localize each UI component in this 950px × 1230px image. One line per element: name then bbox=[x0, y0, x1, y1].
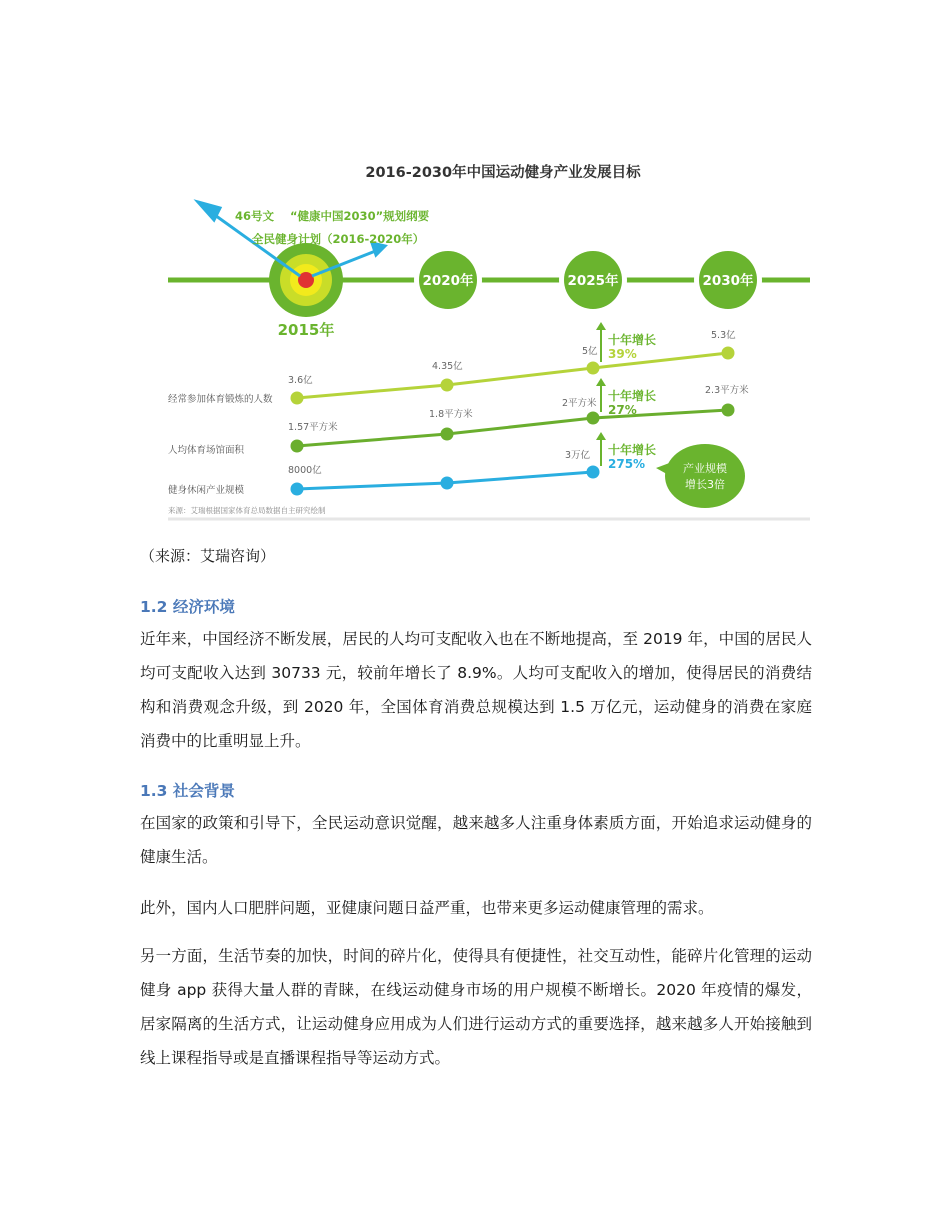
label-venue-2025: 2平方米 bbox=[562, 398, 597, 409]
milestone-2025 bbox=[559, 246, 627, 314]
figure-title: 2016-2030年中国运动健身产业发展目标 bbox=[365, 165, 641, 181]
milestone-2020 bbox=[414, 246, 482, 314]
svg-text:产业规模: 产业规模 bbox=[683, 462, 727, 475]
svg-text:十年增长: 十年增长 bbox=[608, 443, 657, 457]
label-venue-2020: 1.8平方米 bbox=[429, 409, 473, 420]
point-industry-2020 bbox=[441, 477, 454, 490]
series-name-industry: 健身休闲产业规模 bbox=[168, 485, 245, 496]
label-venue-2015: 1.57平方米 bbox=[288, 422, 338, 433]
fitness-plan-label: 全民健身计划（2016-2020年） bbox=[252, 232, 425, 246]
industry-goals-infographic bbox=[160, 150, 815, 525]
paragraph-social-2: 此外，国内人口肥胖问题，亚健康问题日益严重，也带来更多运动健康管理的需求。 bbox=[140, 899, 714, 917]
series-industry-scale bbox=[168, 449, 600, 496]
svg-text:39%: 39% bbox=[608, 347, 637, 361]
svg-text:增长3倍: 增长3倍 bbox=[685, 478, 725, 491]
figure-source: 来源：艾瑞根据国家体育总局数据自主研究绘制 bbox=[168, 506, 326, 515]
svg-text:275%: 275% bbox=[608, 457, 646, 471]
scale-bubble bbox=[656, 444, 745, 508]
milestone-2030 bbox=[694, 246, 762, 314]
label-industry-2025: 3万亿 bbox=[565, 450, 591, 461]
svg-text:2020年: 2020年 bbox=[422, 273, 474, 289]
target-2015-icon bbox=[269, 243, 343, 317]
series-name-venue: 人均体育场馆面积 bbox=[168, 445, 245, 456]
policy-doc-label: 46号文 bbox=[235, 209, 275, 223]
svg-text:27%: 27% bbox=[608, 403, 637, 417]
label-industry-2015: 8000亿 bbox=[288, 465, 322, 476]
svg-text:2025年: 2025年 bbox=[567, 273, 619, 289]
label-participants-2025: 5亿 bbox=[582, 346, 598, 357]
point-venue-2030 bbox=[722, 404, 735, 417]
point-venue-2025 bbox=[587, 412, 600, 425]
svg-text:十年增长: 十年增长 bbox=[608, 389, 657, 403]
label-participants-2020: 4.35亿 bbox=[432, 361, 463, 372]
point-participants-2015 bbox=[291, 392, 304, 405]
point-industry-2025 bbox=[587, 466, 600, 479]
section-heading-economy: 1.2 经济环境 bbox=[140, 598, 235, 616]
growth-venue bbox=[596, 378, 656, 417]
point-industry-2015 bbox=[291, 483, 304, 496]
label-venue-2030: 2.3平方米 bbox=[705, 385, 749, 396]
paragraph-social-3: 另一方面，生活节奏的加快，时间的碎片化，使得具有便捷性，社交互动性，能碎片化管理的运动健身 app 获得大量人群的青睐，在线运动健身市场的用户规模不断增长。2020 年疫情的爆发，居家隔离的生活方式，让运动健身应用成为人们进行运动方式的重要选择，越来越多人开始接触到线上课程指导或是直播课程指导等运动方式。 bbox=[140, 947, 812, 1067]
label-participants-2030: 5.3亿 bbox=[711, 330, 736, 341]
label-participants-2015: 3.6亿 bbox=[288, 375, 313, 386]
svg-text:2030年: 2030年 bbox=[702, 273, 754, 289]
milestone-2015: 2015年 bbox=[277, 321, 335, 339]
point-participants-2020 bbox=[441, 379, 454, 392]
point-participants-2030 bbox=[722, 347, 735, 360]
section-heading-social: 1.3 社会背景 bbox=[140, 782, 235, 800]
figure-caption: （来源：艾瑞咨询） bbox=[140, 547, 276, 565]
growth-industry bbox=[596, 432, 656, 471]
series-name-participants: 经常参加体育锻炼的人数 bbox=[168, 394, 273, 405]
svg-text:十年增长: 十年增长 bbox=[608, 333, 657, 347]
paragraph-economy: 近年来，中国经济不断发展，居民的人均可支配收入也在不断地提高，至 2019 年，中国的居民人均可支配收入达到 30733 元，较前年增长了 8.9%。人均可支配收入的增加，使得居民的消费结构和消费观念升级，到 2020 年，全国体育消费总规模达到 1.5 万亿元，运动健身的消费在家庭消费中的比重明显上升。 bbox=[140, 630, 812, 750]
growth-participants bbox=[596, 322, 656, 362]
paragraph-social-1: 在国家的政策和引导下，全民运动意识觉醒，越来越多人注重身体素质方面，开始追求运动健身的健康生活。 bbox=[140, 814, 812, 866]
point-venue-2020 bbox=[441, 428, 454, 441]
point-participants-2025 bbox=[587, 362, 600, 375]
point-venue-2015 bbox=[291, 440, 304, 453]
policy-plan-label: “健康中国2030”规划纲要 bbox=[290, 209, 430, 223]
